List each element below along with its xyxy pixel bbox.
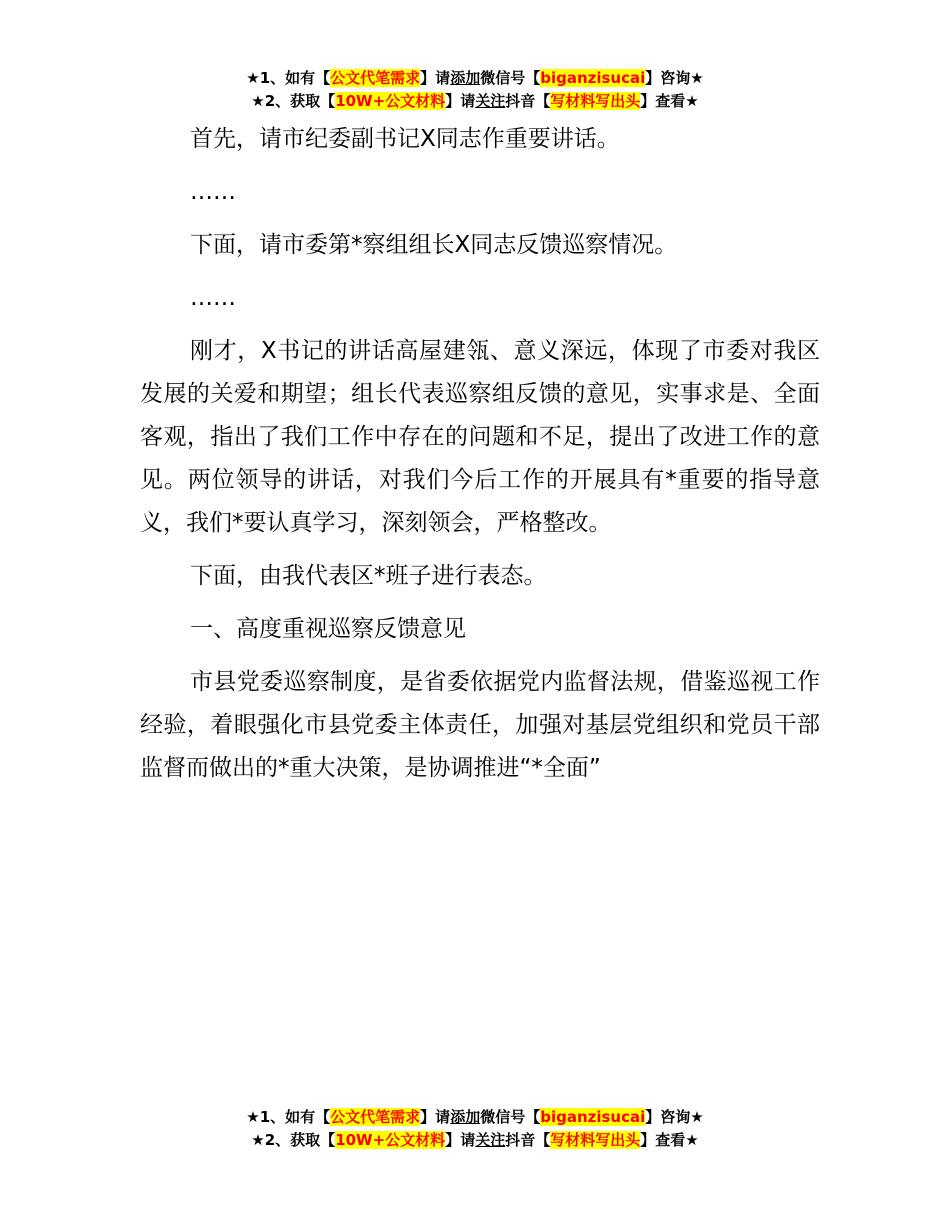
section-heading: 一、高度重视巡察反馈意见 (190, 616, 466, 642)
footer-banner (0, 1106, 950, 1152)
banner-line-2-emphasis: 关注 (475, 1131, 506, 1149)
banner-line-1-suffix: 】咨询★ (645, 69, 704, 87)
banner-line-2 (0, 1129, 950, 1152)
banner-line-2-emphasis: 关注 (475, 92, 506, 110)
banner-line-2-suffix: 】查看★ (640, 92, 699, 110)
banner-line-1-prefix: ★1、如有【 (246, 69, 331, 87)
banner-line-1-highlight-service: 公文代笔需求 (330, 1108, 421, 1126)
banner-line-1-prefix: ★1、如有【 (246, 1108, 331, 1126)
banner-line-1-suffix: 】咨询★ (645, 1108, 704, 1126)
banner-line-2-middle: 】请 (445, 1131, 476, 1149)
banner-line-2-middle: 】请 (445, 92, 476, 110)
banner-line-1 (0, 1106, 950, 1129)
banner-line-1-middle-2: 微信号【 (480, 1108, 541, 1126)
banner-line-2-middle-2: 抖音【 (505, 92, 551, 110)
paragraph-inspection-feedback: 下面，请市委第*察组组长X同志反馈巡察情况。 (190, 232, 678, 258)
paragraph-system-description: 市县党委巡察制度，是省委依据党内监督法规，借鉴巡视工作经验，着眼强化市县党委主体责任，加强对基层党组织和党员干部监督而做出的*重大决策，是协调推进“*全面” (140, 669, 820, 781)
paragraph-remarks: 刚才，X书记的讲话高屋建瓴、意义深远，体现了市委对我区发展的关爱和期望；组长代表巡察组反馈的意见，实事求是、全面客观，指出了我们工作中存在的问题和不足，提出了改进工作的意见。两位领导的讲话，对我们今后工作的开展具有*重要的指导意义，我们*要认真学习，深刻领会，严格整改。 (140, 338, 820, 536)
paragraph-ellipsis: …… (190, 179, 236, 205)
banner-line-1-middle: 】请 (420, 69, 451, 87)
banner-line-1-emphasis: 添加 (450, 69, 481, 87)
banner-line-2 (0, 90, 950, 113)
banner-line-1-emphasis: 添加 (450, 1108, 481, 1126)
banner-line-2-highlight-douyin: 写材料写出头 (550, 92, 641, 110)
paragraph-opening: 首先，请市纪委副书记X同志作重要讲话。 (190, 126, 620, 152)
banner-line-2-suffix: 】查看★ (640, 1131, 699, 1149)
banner-line-1-highlight-wechat: biganzisucai (540, 69, 646, 87)
banner-line-1-middle: 】请 (420, 1108, 451, 1126)
header-banner (0, 67, 950, 113)
document-body (140, 118, 820, 790)
banner-line-1-highlight-service: 公文代笔需求 (330, 69, 421, 87)
banner-line-1-middle-2: 微信号【 (480, 69, 541, 87)
banner-line-2-middle-2: 抖音【 (505, 1131, 551, 1149)
banner-line-1-highlight-wechat: biganzisucai (540, 1108, 646, 1126)
banner-line-2-highlight-materials: 10W+公文材料 (335, 92, 446, 110)
banner-line-1 (0, 67, 950, 90)
paragraph-statement-intro: 下面，由我代表区*班子进行表态。 (190, 563, 547, 589)
banner-line-2-highlight-materials: 10W+公文材料 (335, 1131, 446, 1149)
paragraph-ellipsis: …… (190, 285, 236, 311)
banner-line-2-prefix: ★2、获取【 (251, 1131, 336, 1149)
banner-line-2-highlight-douyin: 写材料写出头 (550, 1131, 641, 1149)
banner-line-2-prefix: ★2、获取【 (251, 92, 336, 110)
